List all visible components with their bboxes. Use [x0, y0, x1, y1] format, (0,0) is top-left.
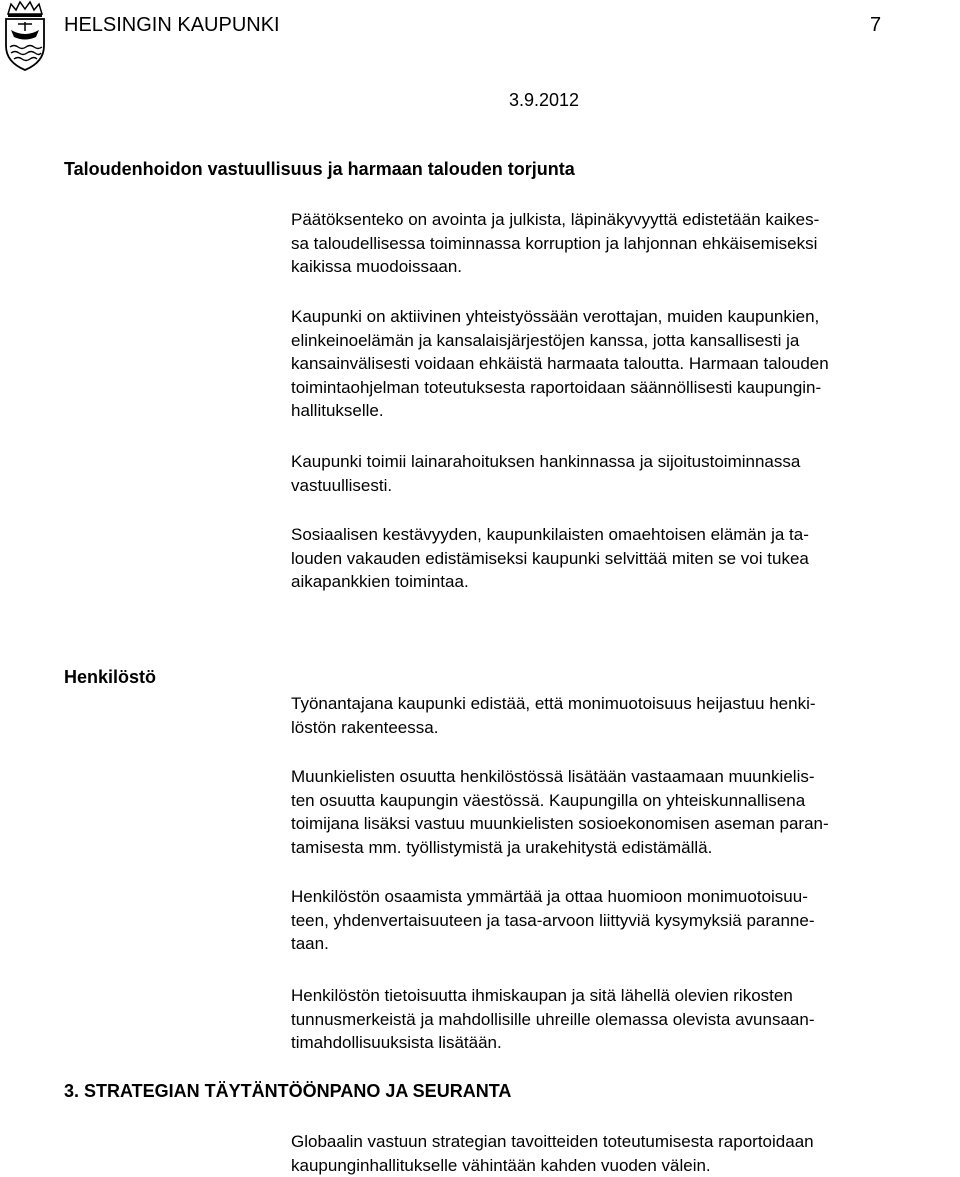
- paragraph: Henkilöstön tietoisuutta ihmiskaupan ja sitä lähellä olevien rikosten tunnusmerkeistä ja mahdollisille uhreille olemassa olevista avunsaan- timahdollisuuksista lisätään.: [291, 986, 815, 1052]
- page-number: 7: [870, 14, 882, 36]
- helsinki-crest-icon: [2, 0, 48, 74]
- section-heading: Taloudenhoidon vastuullisuus ja harmaan talouden torjunta: [64, 159, 575, 179]
- section-heading: Henkilöstö: [64, 667, 157, 687]
- paragraph: Päätöksenteko on avointa ja julkista, läpinäkyvyyttä edistetään kaikes- sa taloudellisessa toiminnassa korruption ja lahjonnan ehkäisemiseksi kaikissa muodoissaan.: [291, 210, 820, 276]
- paragraph: Globaalin vastuun strategian tavoitteiden toteutumisesta raportoidaan kaupunginhallitukselle vähintään kahden vuoden välein.: [291, 1132, 814, 1175]
- paragraph: Kaupunki on aktiivinen yhteistyössään verottajan, muiden kaupunkien, elinkeinoelämän ja kansalaisjärjestöjen kanssa, jotta kansallisesti ja kansainvälisesti voidaan ehkäistä harmaata taloutta. Harmaan talouden toimintaohjelman toteutuksesta raportoidaan säännöllisesti kaupungin- hallitukselle.: [291, 307, 829, 420]
- paragraph: Henkilöstön osaamista ymmärtää ja ottaa huomioon monimuotoisuu- teen, yhdenvertaisuuteen ja tasa-arvoon liittyviä kysymyksiä paranne- taan.: [291, 887, 815, 953]
- paragraph: Työnantajana kaupunki edistää, että monimuotoisuus heijastuu henki- löstön rakenteessa.: [291, 694, 816, 737]
- organization-name: HELSINGIN KAUPUNKI: [64, 14, 280, 36]
- paragraph: Sosiaalisen kestävyyden, kaupunkilaisten omaehtoisen elämän ja ta- louden vakauden edistämiseksi kaupunki selvittää miten se voi tukea aikapankkien toimintaa.: [291, 525, 809, 591]
- section-heading: 3. STRATEGIAN TÄYTÄNTÖÖNPANO JA SEURANTA: [64, 1081, 512, 1101]
- paragraph: Kaupunki toimii lainarahoituksen hankinnassa ja sijoitustoiminnassa vastuullisesti.: [291, 452, 801, 495]
- paragraph: Muunkielisten osuutta henkilöstössä lisätään vastaamaan muunkielis- ten osuutta kaupungin väestössä. Kaupungilla on yhteiskunnallisena toimijana lisäksi vastuu muunkielisten sosioekonomisen aseman paran- tamisesta mm. työllistymistä ja urakehitystä edistämällä.: [291, 767, 829, 857]
- document-date: 3.9.2012: [509, 90, 580, 110]
